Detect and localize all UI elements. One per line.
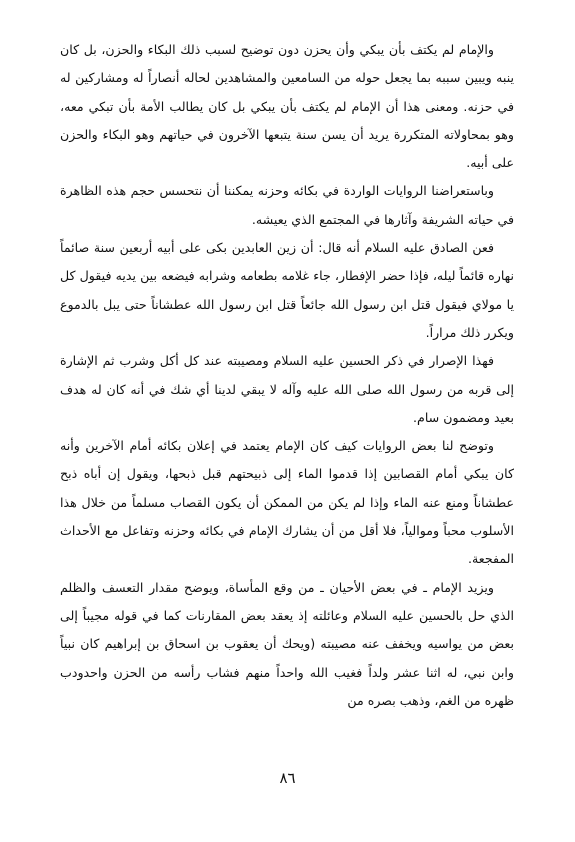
paragraph-5: وتوضح لنا بعض الروايات كيف كان الإمام يعتمد في إعلان بكائه أمام الآخرين وأنه كان يبكي أمام القصابين إذا قدموا الماء إلى ذبيحتهم قبل ذبحها، ويقول إن أباه ذبح عطشاناً ومنع عنه الماء وإذا لم يكن من الممكن أن يكون القصاب مسلماً من خلال هذا الأسلوب محباً وموالياً، فلا أقل من أن يشارك الإمام في بكائه وحزنه وتفاعل مع الأحداث المفجعة.: [60, 438, 514, 567]
paragraph-3: فعن الصادق عليه السلام أنه قال: أن زين العابدين بكى على أبيه أربعين سنة صائماً نهاره قائماً ليله، فإذا حضر الإفطار، جاء غلامه بطعامه وشرابه فيضعه بين يديه فيقول كل يا مولاي فيقول قتل ابن رسول الله جائعاً قتل ابن رسول الله عطشاناً حتى يبل بالدموع ويكرر ذلك مراراً.: [60, 240, 514, 340]
paragraph-1: والإمام لم يكتف بأن يبكي وأن يحزن دون توضيح لسبب ذلك البكاء والحزن، بل كان ينبه ويبين سببه بما يجعل حوله من السامعين والمشاهدين لحاله أنصاراً له ومشاركين له في حزنه. ومعنى هذا أن الإمام لم يكتف بأن يبكي بل كان يطالب الأمة بأن تبكي معه، وهو بمحاولاته المتكررة يريد أن يسن سنة يتبعها الآخرون في حياتهم وهو البكاء والحزن على أبيه.: [60, 42, 514, 171]
paragraph-2: وباستعراضنا الروايات الواردة في بكائه وحزنه يمكننا أن نتحسس حجم هذه الظاهرة في حياته الشريفة وآثارها في المجتمع الذي يعيشه.: [60, 183, 514, 227]
page-body: [60, 36, 514, 715]
page-number: ٨٦: [279, 769, 296, 787]
paragraph-4: فهذا الإصرار في ذكر الحسين عليه السلام ومصيبته عند كل أكل وشرب ثم الإشارة إلى قربه من رسول الله صلى الله عليه وآله لا يبقي لدينا أي شك في أنه كان له هدف بعيد ومضمون سام.: [60, 353, 514, 425]
paragraph-6: ويزيد الإمام ـ في بعض الأحيان ـ من وقع المأساة، ويوضح مقدار التعسف والظلم الذي حل بالحسين عليه السلام وعائلته إذ يعقد بعض المقارنات كما في قوله مجيباً إلى بعض من يواسيه ويخفف عنه مصيبته (ويحك أن يعقوب بن اسحاق بن إبراهيم كان نبياً وابن نبي، له اثنا عشر ولداً فغيب الله واحداً منهم فشاب رأسه من الحزن واحدودب ظهره من الغم، وذهب بصره من: [60, 579, 514, 708]
